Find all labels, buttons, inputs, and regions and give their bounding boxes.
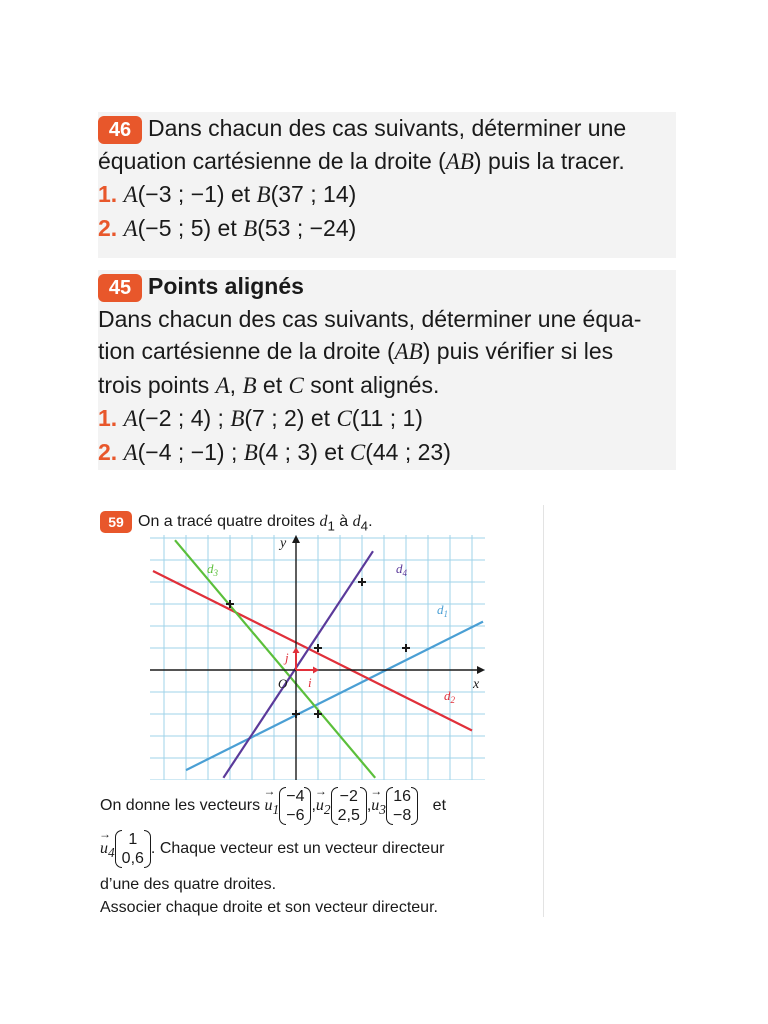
point-cross [358, 578, 366, 586]
line-label-d1: $d_1$ [437, 602, 448, 619]
exercise-number-badge: 59 [100, 511, 132, 533]
point-coords: (−4 ; −1) ; [137, 438, 238, 465]
point-coords: (−3 ; −1) [137, 181, 225, 207]
point-name: C [349, 439, 366, 465]
line-label-d2: $d_2$ [444, 688, 455, 705]
statement-text: ) puis vérifier si les [422, 338, 614, 364]
point-name: A [123, 439, 138, 465]
statement-text: Dans chacun des cas suivants, déterminer une [148, 115, 627, 141]
statement-text: , [229, 371, 243, 398]
vector-x: 16 [393, 788, 411, 805]
point-coords: (7 ; 2) [244, 405, 305, 431]
statement-text: trois points [98, 371, 216, 398]
line-d4 [223, 551, 373, 778]
conjunction: et [432, 797, 447, 815]
separator: , [366, 797, 372, 815]
vector-u3-coords [386, 787, 418, 825]
vector-x: −2 [339, 788, 358, 805]
statement-text: à [334, 513, 353, 531]
origin-label: O [278, 676, 288, 691]
point-cross [402, 644, 410, 652]
exercise-45-statement-line2 [98, 335, 676, 369]
point-coords: (−2 ; 4) ; [137, 405, 224, 431]
statement-text: tion cartésienne de la droite ( [98, 338, 395, 364]
point-name: A [123, 215, 138, 241]
vector-subscript: 3 [379, 802, 386, 818]
vector-subscript: 4 [108, 845, 115, 861]
statement-line: d’une des quatre droites. [100, 876, 277, 893]
line-label-d3: $d_3$ [207, 561, 218, 578]
statement-text: équation cartésienne de la droite ( [98, 147, 446, 174]
vector-x: −4 [286, 788, 305, 805]
exercise-59-heading [100, 511, 373, 533]
exercise-number-badge: 46 [98, 116, 142, 144]
conjunction: et [324, 438, 344, 465]
exercise-45-header [98, 270, 676, 303]
point-coords: (4 ; 3) [257, 438, 318, 465]
point-name: A [123, 182, 138, 207]
conjunction: et [310, 405, 331, 431]
point-coords: (53 ; −24) [257, 214, 357, 241]
vector-u4-line [100, 830, 444, 868]
vector-name: u [371, 797, 380, 815]
x-axis-label: x [473, 677, 480, 692]
graph-labels [207, 536, 480, 705]
point-name: B [243, 215, 258, 241]
statement-text: sont alignés. [303, 371, 440, 398]
statement-text: . [368, 513, 373, 531]
y-axis-label: y [280, 536, 287, 551]
vector-y: −8 [392, 807, 412, 824]
item-number: 2. [98, 438, 118, 465]
vector-u1-coords [279, 787, 311, 825]
exercise-46-item-1 [98, 178, 676, 212]
point-cross [314, 710, 322, 718]
line-d1 [186, 622, 483, 771]
vector-subscript: 1 [272, 802, 280, 818]
y-axis-arrow [292, 535, 300, 543]
point-name: C [288, 372, 304, 398]
line-label-d4: $d_4$ [396, 561, 407, 578]
exercise-45-statement-line3 [98, 369, 676, 403]
point-coords: (44 ; 23) [365, 438, 451, 465]
line-name: d [319, 513, 328, 531]
conjunction: et [217, 214, 237, 241]
separator: , [311, 797, 316, 815]
statement-text: ) puis la tracer. [473, 147, 625, 174]
exercise-45-item-2 [98, 436, 676, 470]
item-number: 1. [98, 181, 118, 207]
vector-y: −6 [286, 807, 305, 824]
exercise-46 [98, 112, 676, 258]
unit-i-label: i [308, 675, 312, 690]
point-name: B [230, 406, 245, 431]
point-name: B [256, 182, 271, 207]
statement-text: On a tracé quatre droites [138, 513, 320, 531]
vectors-line [100, 787, 446, 825]
exercise-45 [98, 270, 676, 470]
exercise-title: Points alignés [148, 273, 304, 299]
point-coords: (11 ; 1) [351, 405, 423, 431]
vector-u4-coords [115, 830, 151, 868]
line-variable: AB [445, 148, 474, 174]
vector-u4 [100, 840, 115, 861]
line-d3 [175, 540, 375, 778]
point-name: A [215, 372, 230, 398]
vector-name: u [315, 797, 324, 815]
instruction-line: Associer chaque droite et son vecteur directeur. [100, 899, 438, 916]
point-name: B [243, 439, 258, 465]
statement-text: On donne les vecteurs [100, 797, 265, 815]
coordinate-graph [150, 535, 485, 780]
line-name: d [352, 513, 361, 531]
statement-text: . Chaque vecteur est un vecteur directeur [150, 840, 445, 858]
point-cross [314, 644, 322, 652]
point-name: C [336, 406, 352, 431]
exercise-number-badge: 45 [98, 274, 142, 302]
line-subscript: 4 [360, 518, 369, 534]
vector-name: u [264, 797, 273, 815]
point-coords: (37 ; 14) [270, 181, 357, 207]
point-name: A [123, 406, 138, 431]
vector-u2 [316, 797, 331, 818]
exercise-45-statement-line1: Dans chacun des cas suivants, déterminer une équa- [98, 305, 642, 332]
unit-j-label: j [285, 650, 289, 665]
item-number: 2. [98, 214, 118, 241]
statement-text: et [256, 371, 289, 398]
line-subscript: 1 [327, 518, 335, 534]
exercise-59 [100, 505, 544, 917]
vector-y: 0,6 [121, 850, 144, 867]
x-axis-arrow [477, 666, 485, 674]
vector-name: u [100, 840, 108, 858]
vector-y: 2,5 [337, 807, 360, 824]
exercise-45-item-1 [98, 402, 676, 436]
conjunction: et [230, 181, 251, 207]
exercise-46-item-2 [98, 212, 676, 246]
point-name: B [242, 372, 257, 398]
point-coords: (−5 ; 5) [137, 214, 212, 241]
line-variable: AB [394, 339, 423, 364]
vector-x: 1 [128, 831, 138, 848]
vector-u1 [265, 797, 280, 818]
exercise-46-statement-line2 [98, 145, 676, 179]
item-number: 1. [98, 405, 118, 431]
exercise-46-statement-line1 [98, 112, 676, 145]
vector-u2-coords [331, 787, 367, 825]
vector-u3 [371, 797, 386, 818]
vector-subscript: 2 [323, 802, 331, 818]
